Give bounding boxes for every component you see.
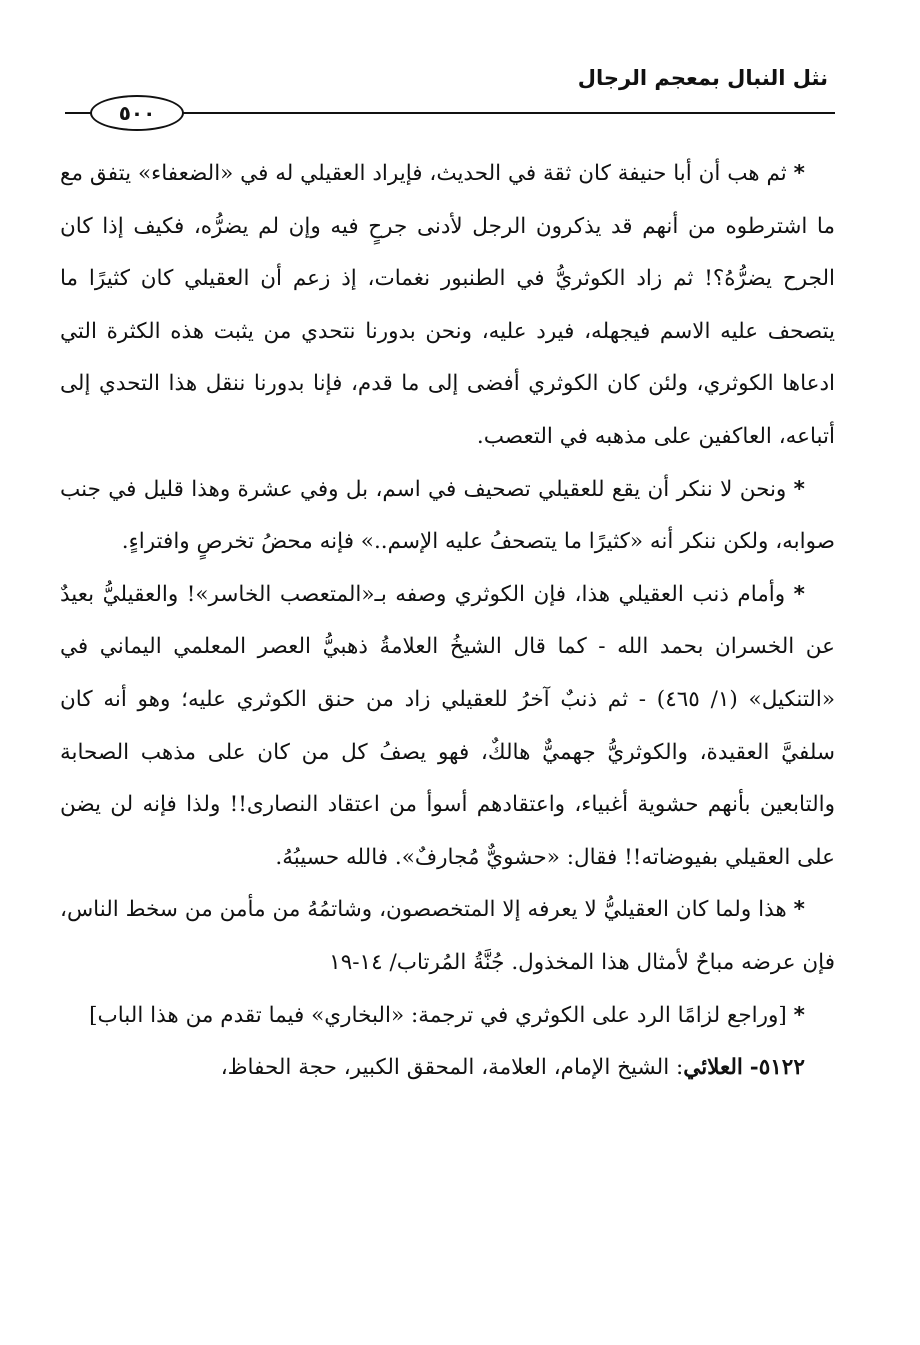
paragraph-2	[60, 464, 835, 569]
paragraph-marker: *	[793, 897, 805, 923]
page-number: ٥٠٠	[90, 95, 184, 131]
paragraph-text: وأمام ذنب العقيلي هذا، فإن الكوثري وصفه بـ«المتعصب الخاسر»! والعقيليُّ بعيدٌ عن الخسران بحمد الله - كما قال الشيخُ العلامةُ ذهبيُّ العصر المعلمي اليماني في «التنكيل» (١/ ٤٦٥) - ثم ذنبٌ آخرُ للعقيلي زاد من حنق الكوثري عليه؛ وهو أنه كان سلفيَّ العقيدة، والكوثريُّ جهميٌّ هالكٌ، فهو يصفُ كل من كان على مذهب الصحابة والتابعين بأنهم حشوية أغبياء، واعتقادهم أسوأ من اعتقاد النصارى!! ولذا فإنه لن يضن على العقيلي بفيوضاته!! فقال: «حشويٌّ مُجارفٌ». فالله حسيبُهُ.	[60, 581, 835, 870]
paragraph-text: ونحن لا ننكر أن يقع للعقيلي تصحيف في اسم، بل وفي عشرة وهذا قليل في جنب صوابه، ولكن ننكر أنه «كثيرًا ما يتصحفُ عليه الإسم..» فإنه محضُ تخرصٍ وافتراءٍ.	[60, 476, 835, 555]
paragraph-text: ثم هب أن أبا حنيفة كان ثقة في الحديث، فإيراد العقيلي له في «الضعفاء» يتفق مع ما اشترطوه من أنهم قد يذكرون الرجل لأدنى جرحٍ فيه وإن لم يضرُّه، فكيف إذا كان الجرح يضرُّهُ؟! ثم زاد الكوثريُّ في الطنبور نغمات، إذ زعم أن العقيلي كان كثيرًا ما يتصحف عليه الاسم فيجهله، فيرد عليه، ونحن بدورنا نتحدي من يثبت هذه الكثرة التي ادعاها الكوثري، ولئن كان الكوثري أفضى إلى ما قدم، فإنا بدورنا ننقل هذا التحدي إلى أتباعه، العاكفين على مذهبه في التعصب.	[60, 161, 835, 449]
biography-entry	[60, 1042, 835, 1095]
paragraph-marker: *	[793, 581, 805, 607]
entry-number: ٥١٢٢-	[749, 1055, 805, 1081]
paragraph-text: [وراجع لزامًا الرد على الكوثري في ترجمة: «البخاري» فيما تقدم من هذا الباب]	[89, 1002, 787, 1028]
paragraph-3	[60, 569, 835, 885]
body-text	[60, 148, 835, 1095]
source-reference: جُنَّةُ المُرتاب/ ١٤-١٩	[329, 949, 505, 975]
paragraph-text: هذا ولما كان العقيليُّ لا يعرفه إلا المتخصصون، وشاتمُهُ من مأمن من سخط الناس، فإن عرضه مباحٌ لأمثال هذا المخذول.	[60, 897, 835, 975]
paragraph-4	[60, 884, 835, 989]
paragraph-marker: *	[793, 161, 805, 186]
paragraph-1	[60, 148, 835, 464]
paragraph-marker: *	[793, 476, 805, 502]
running-title: نثل النبال بمعجم الرجال	[577, 66, 828, 90]
paragraph-5	[60, 990, 835, 1043]
paragraph-marker: *	[793, 1002, 805, 1028]
entry-text: : الشيخ الإمام، العلامة، المحقق الكبير، حجة الحفاظ،	[220, 1055, 684, 1081]
entry-name: العلائي	[683, 1055, 743, 1081]
